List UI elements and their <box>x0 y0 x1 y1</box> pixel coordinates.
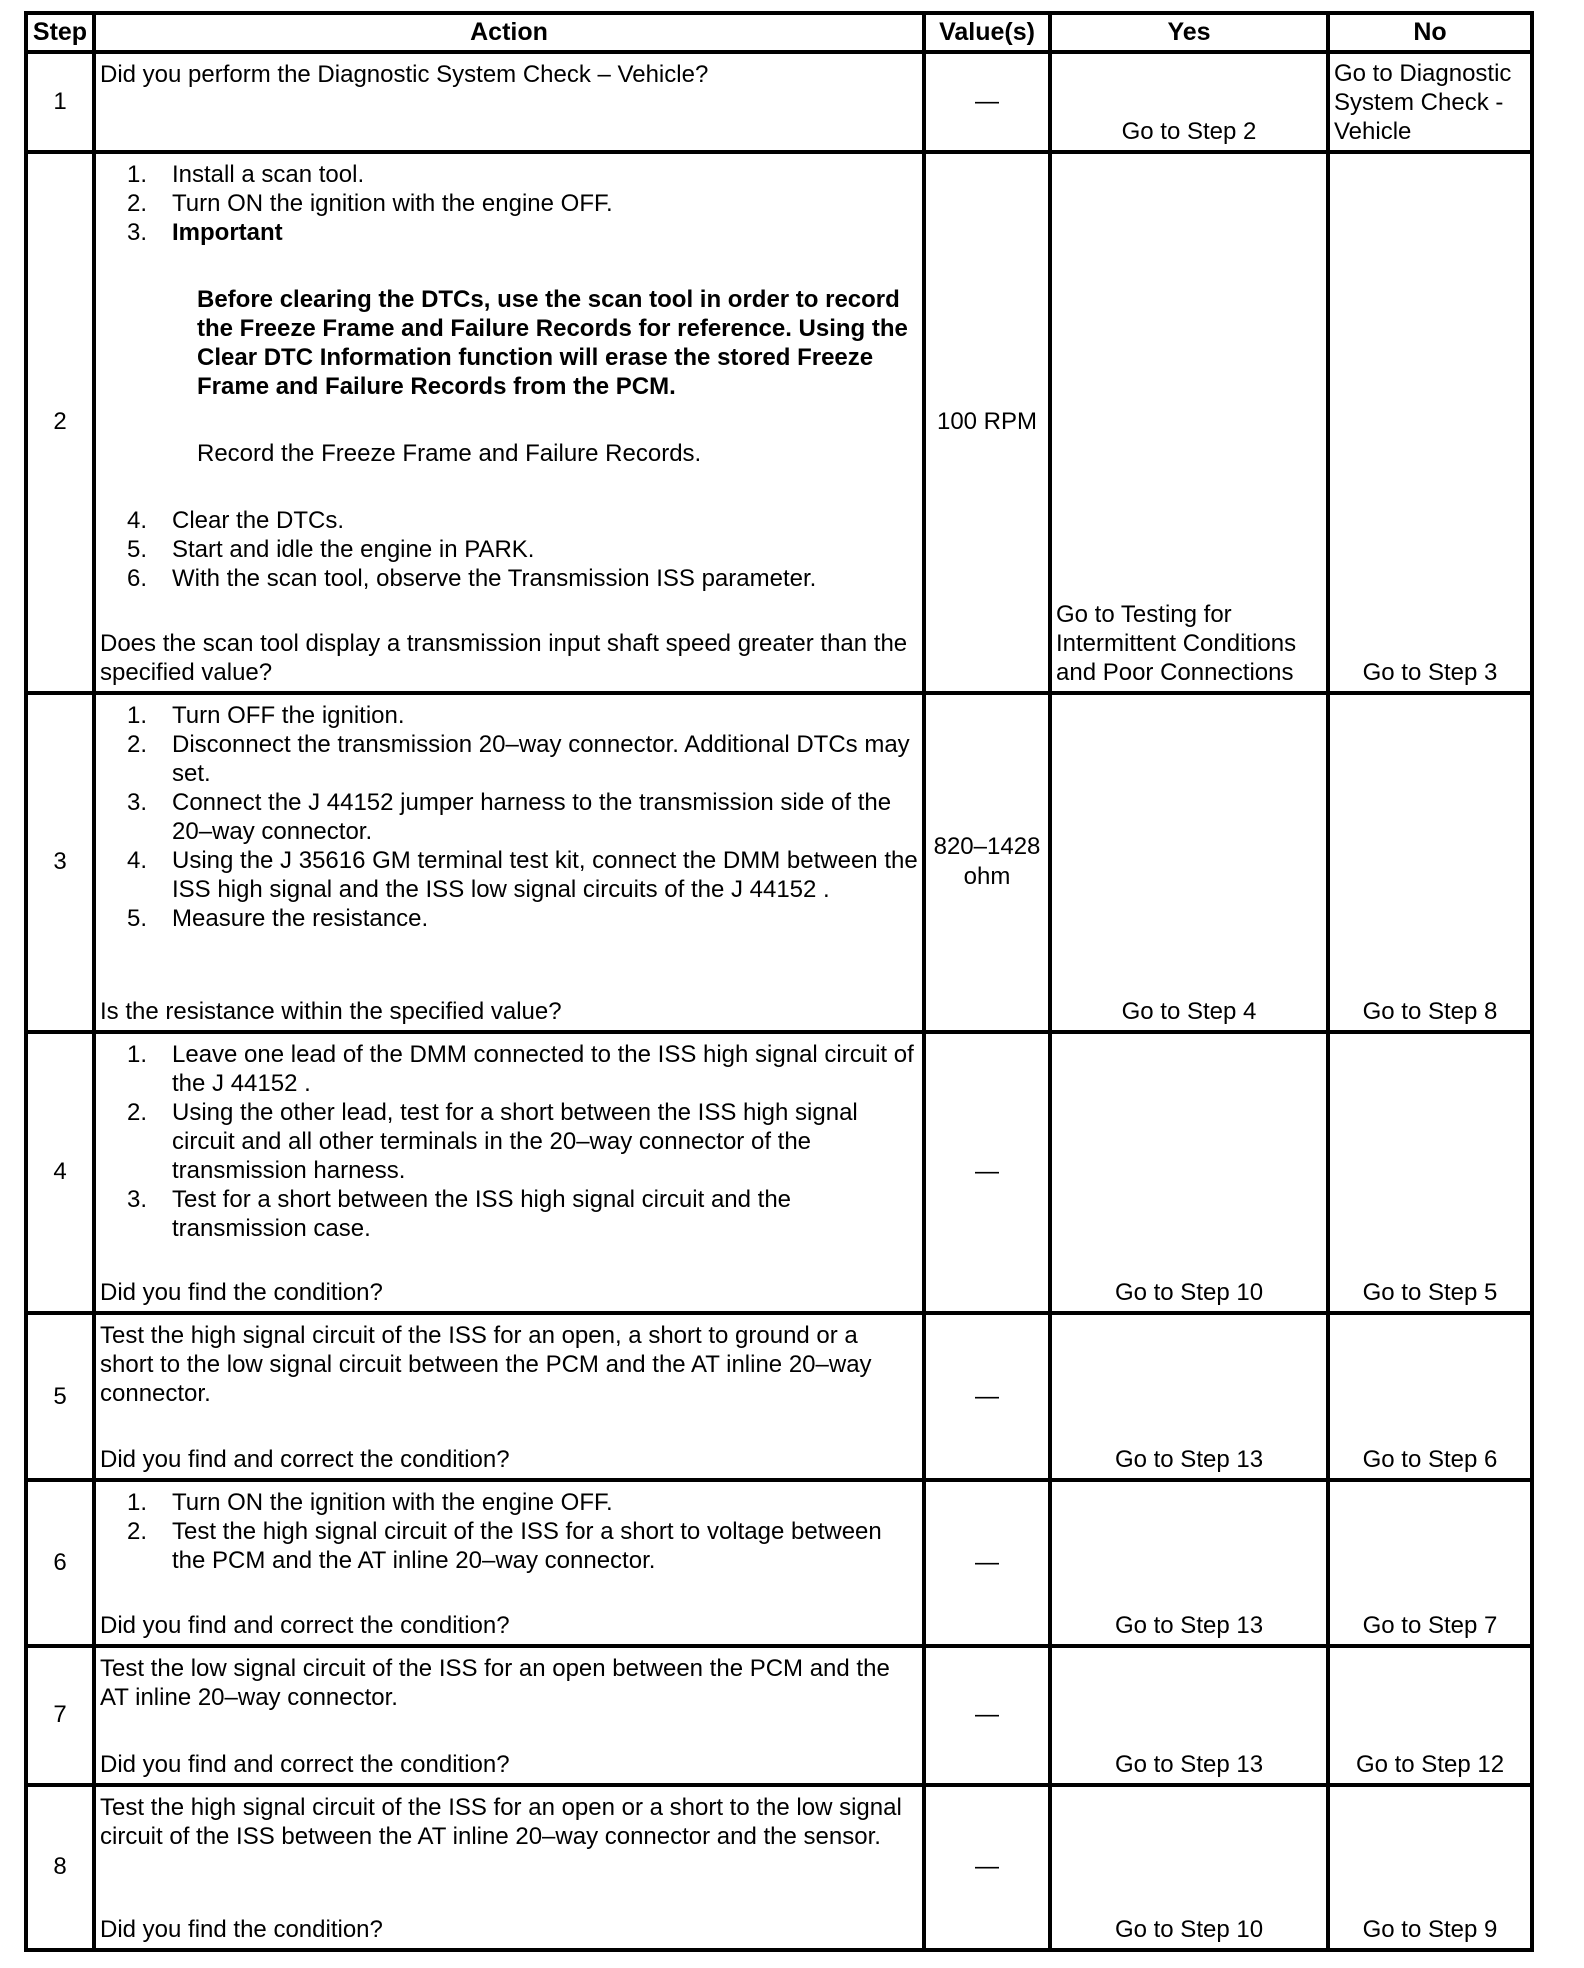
no-link[interactable]: Go to Step 7 <box>1362 1612 1498 1640</box>
procedure-list <box>96 1040 922 1243</box>
table-row <box>26 1032 1532 1314</box>
table-row <box>26 1785 1532 1950</box>
yes-link[interactable]: Go to Step 4 <box>1121 997 1257 1025</box>
question-text: Did you find the condition? <box>100 1916 383 1943</box>
list-item: 1. Turn ON the ignition with the engine OFF. <box>126 1488 613 1516</box>
procedure-list <box>96 506 922 593</box>
step-number: 1 <box>26 52 94 152</box>
action-text: Test the low signal circuit of the ISS for an open between the PCM and the AT inline 20–way connector. <box>100 1655 890 1712</box>
yes-cell <box>1050 1785 1328 1950</box>
table-row <box>26 152 1532 692</box>
action-text: Test the high signal circuit of the ISS for an open, a short to ground or a short to the low signal circuit between the PCM and the AT inline 20–way connector. <box>100 1322 872 1408</box>
value-text: — <box>975 1548 999 1576</box>
step-number: 4 <box>26 1032 94 1314</box>
value-text: — <box>975 1853 999 1881</box>
no-link[interactable]: Go to Step 8 <box>1362 997 1498 1025</box>
list-item: 3. Connect the J 44152 jumper harness to the transmission side of the 20–way connector. <box>126 788 892 845</box>
list-item: 1. Leave one lead of the DMM connected to the ISS high signal circuit of the J 44152 . <box>126 1040 914 1097</box>
table-row <box>26 52 1532 152</box>
no-cell <box>1328 1480 1532 1646</box>
action-cell <box>94 1785 924 1950</box>
yes-cell <box>1050 1480 1328 1646</box>
value-text: — <box>975 88 999 116</box>
yes-link[interactable]: Go to Step 10 <box>1114 1279 1264 1307</box>
value-cell <box>924 1646 1050 1784</box>
value-text: 820–1428 ohm <box>933 833 1041 891</box>
action-cell <box>94 693 924 1032</box>
action-cell <box>94 1313 924 1479</box>
no-cell <box>1328 152 1532 692</box>
no-link[interactable]: Go to Step 12 <box>1355 1750 1505 1778</box>
value-cell <box>924 1313 1050 1479</box>
value-cell <box>924 1032 1050 1314</box>
list-item: 3. Important <box>126 219 283 247</box>
procedure-list <box>96 160 922 247</box>
question-text: Is the resistance within the specified value? <box>100 997 562 1025</box>
header-yes: Yes <box>1050 13 1328 52</box>
yes-link[interactable]: Go to Step 10 <box>1114 1916 1264 1943</box>
question-text: Did you find and correct the condition? <box>100 1612 510 1640</box>
action-cell <box>94 1032 924 1314</box>
yes-link[interactable]: Go to Step 2 <box>1121 118 1257 146</box>
no-cell <box>1328 693 1532 1032</box>
no-link[interactable]: Go to Step 5 <box>1362 1279 1498 1307</box>
header-no: No <box>1328 13 1532 52</box>
yes-cell <box>1050 52 1328 152</box>
step-number: 6 <box>26 1480 94 1646</box>
list-item: 5. Measure the resistance. <box>126 904 429 932</box>
list-item: 4. Using the J 35616 GM terminal test kit, connect the DMM between the ISS high signal and the ISS low signal circuits of the J 44152 . <box>126 846 918 903</box>
value-cell <box>924 1785 1050 1950</box>
record-note: Record the Freeze Frame and Failure Records. <box>197 440 702 468</box>
list-item: 6. With the scan tool, observe the Transmission ISS parameter. <box>126 565 817 593</box>
procedure-list <box>96 701 922 933</box>
yes-link[interactable]: Go to Step 13 <box>1114 1750 1264 1778</box>
list-item: 2. Turn ON the ignition with the engine OFF. <box>126 190 613 218</box>
question-text: Did you find the condition? <box>100 1279 383 1307</box>
procedure-list <box>96 1488 922 1575</box>
header-step: Step <box>26 13 94 52</box>
list-item: 2. Using the other lead, test for a short between the ISS high signal circuit and all other terminals in the 20–way connector of the transmission harness. <box>126 1098 858 1184</box>
value-cell <box>924 152 1050 692</box>
yes-cell <box>1050 1313 1328 1479</box>
value-text: 100 RPM <box>936 408 1038 436</box>
action-cell <box>94 1646 924 1784</box>
action-text: Did you perform the Diagnostic System Check – Vehicle? <box>100 61 709 88</box>
no-cell <box>1328 1646 1532 1784</box>
table-row <box>26 1480 1532 1646</box>
yes-cell <box>1050 152 1328 692</box>
diagnostic-table <box>24 11 1534 1952</box>
value-cell <box>924 52 1050 152</box>
step-number: 8 <box>26 1785 94 1950</box>
step-number: 2 <box>26 152 94 692</box>
no-cell <box>1328 1313 1532 1479</box>
no-link[interactable]: Go to Step 3 <box>1362 658 1498 686</box>
step-number: 7 <box>26 1646 94 1784</box>
value-text: — <box>975 1701 999 1729</box>
header-values: Value(s) <box>924 13 1050 52</box>
list-item: 4. Clear the DTCs. <box>126 507 345 535</box>
step-number: 3 <box>26 693 94 1032</box>
step-number: 5 <box>26 1313 94 1479</box>
value-cell <box>924 693 1050 1032</box>
value-cell <box>924 1480 1050 1646</box>
list-item: 1. Install a scan tool. <box>126 161 365 189</box>
yes-cell <box>1050 1032 1328 1314</box>
table-row <box>26 1313 1532 1479</box>
no-cell <box>1328 1032 1532 1314</box>
question-text: Does the scan tool display a transmission input shaft speed greater than the specified value? <box>100 629 908 686</box>
table-row <box>26 693 1532 1032</box>
list-item: 2. Disconnect the transmission 20–way connector. Additional DTCs may set. <box>126 730 910 787</box>
important-note: Before clearing the DTCs, use the scan tool in order to record the Freeze Frame and Failure Records for reference. Using the Clear DTC Information function will erase the stored Freeze Frame and Failure Records from the PCM. <box>197 286 908 401</box>
no-link[interactable]: Go to Diagnostic System Check - Vehicle <box>1334 60 1512 146</box>
no-cell <box>1328 1785 1532 1950</box>
list-item: 3. Test for a short between the ISS high signal circuit and the transmission case. <box>126 1185 792 1242</box>
no-link[interactable]: Go to Step 6 <box>1362 1445 1498 1473</box>
action-cell <box>94 52 924 152</box>
no-link[interactable]: Go to Step 9 <box>1362 1916 1498 1943</box>
action-text: Test the high signal circuit of the ISS for an open or a short to the low signal circuit of the ISS between the AT inline 20–way connector and the sensor. <box>100 1793 902 1850</box>
yes-link[interactable]: Go to Step 13 <box>1114 1445 1264 1473</box>
no-cell <box>1328 52 1532 152</box>
list-item: 1. Turn OFF the ignition. <box>126 701 405 729</box>
value-text: — <box>975 1382 999 1410</box>
header-action: Action <box>94 13 924 52</box>
action-cell <box>94 1480 924 1646</box>
yes-link[interactable]: Go to Step 13 <box>1114 1612 1264 1640</box>
list-item: 2. Test the high signal circuit of the ISS for a short to voltage between the PCM and the AT inline 20–way connector. <box>126 1517 882 1574</box>
yes-cell <box>1050 693 1328 1032</box>
yes-link[interactable]: Go to Testing for Intermittent Conditions and Poor Connections <box>1056 600 1297 686</box>
yes-cell <box>1050 1646 1328 1784</box>
question-text: Did you find and correct the condition? <box>100 1750 510 1778</box>
question-text: Did you find and correct the condition? <box>100 1445 510 1473</box>
action-cell <box>94 152 924 692</box>
table-row <box>26 1646 1532 1784</box>
header-row <box>26 13 1532 52</box>
list-item: 5. Start and idle the engine in PARK. <box>126 536 535 564</box>
value-text: — <box>975 1158 999 1186</box>
